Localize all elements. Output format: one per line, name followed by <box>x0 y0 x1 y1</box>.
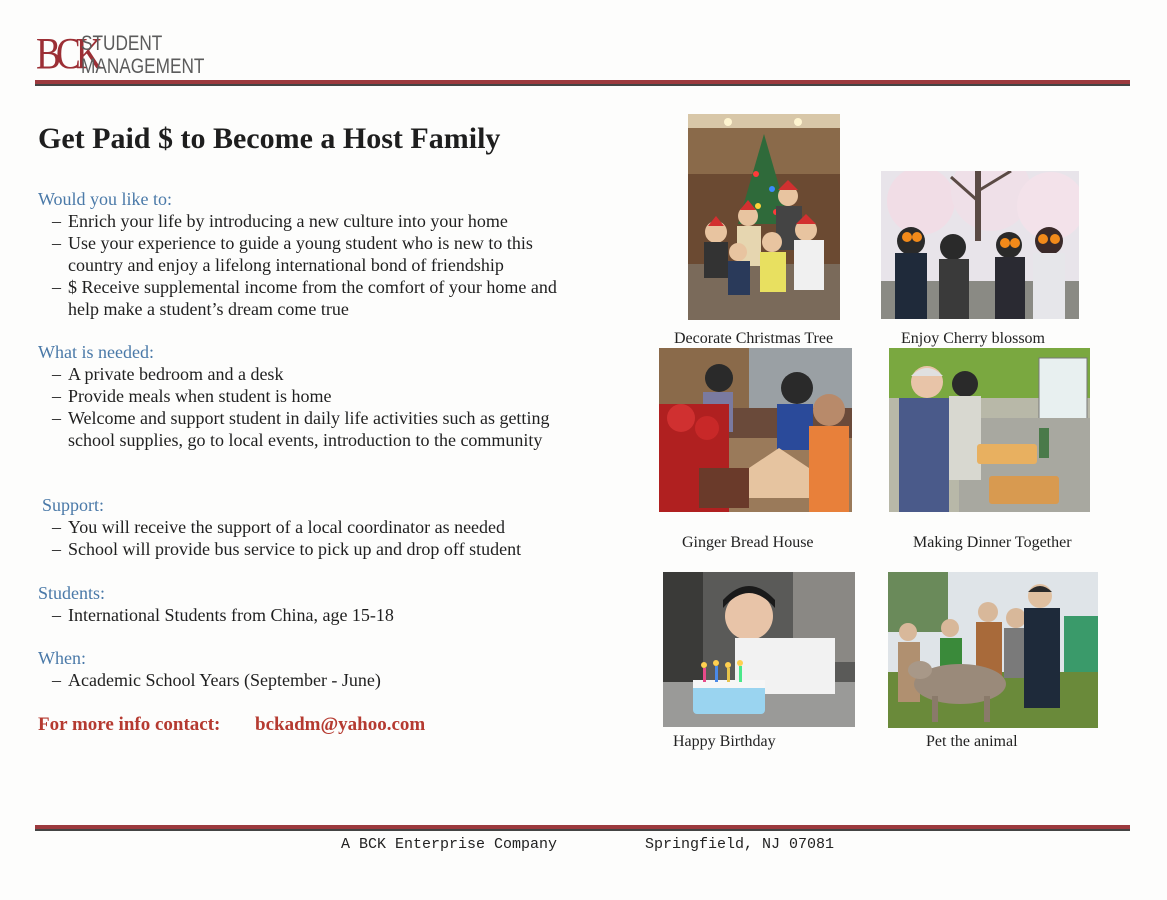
section-title: When: <box>38 648 86 668</box>
company-logo <box>36 30 236 80</box>
section-title: Support: <box>42 495 105 515</box>
section-title: Students: <box>38 583 106 603</box>
petting-zoo-photo <box>888 572 1098 728</box>
gingerbread-photo <box>659 348 852 512</box>
logo-line-2: MANAGEMENT <box>81 55 205 78</box>
list-item: – $ Receive supplemental income from the comfort of your home and help make a student’s dream come true <box>52 277 557 319</box>
section-would-you-like <box>38 188 598 320</box>
birthday-cake-photo <box>663 572 855 727</box>
section-title: What is needed: <box>38 342 154 362</box>
logo-line-1: STUDENT <box>81 32 163 55</box>
section-title: Would you like to: <box>38 189 173 209</box>
footer-address: Springfield, NJ 07081 <box>645 836 835 853</box>
contact-email-link[interactable]: bckadm@yahoo.com <box>255 714 426 735</box>
list-item: – School will provide bus service to pick up and drop off student <box>52 539 522 559</box>
page-title: Get Paid $ to Become a Host Family <box>38 122 501 155</box>
photo-caption: Enjoy Cherry blossom <box>901 330 1045 347</box>
logo-mark: BCK <box>36 29 98 78</box>
contact-info <box>38 714 426 736</box>
photo-caption: Ginger Bread House <box>682 534 814 551</box>
photo-caption: Decorate Christmas Tree <box>674 330 834 347</box>
cherry-blossom-photo <box>881 171 1079 319</box>
photo-caption: Pet the animal <box>926 733 1018 750</box>
list-item: – Use your experience to guide a young student who is new to this country and enjoy a lifelong international bond of friendship <box>52 233 533 275</box>
christmas-tree-photo <box>688 114 840 320</box>
header-divider <box>35 80 1130 86</box>
section-when <box>38 647 598 691</box>
section-support <box>42 494 602 560</box>
list-item: – Welcome and support student in daily life activities such as getting school supplies, go to local events, introduction to the community <box>52 408 550 450</box>
list-item: – You will receive the support of a local coordinator as needed <box>52 517 506 537</box>
list-item: – Enrich your life by introducing a new culture into your home <box>52 211 508 231</box>
cooking-photo <box>889 348 1090 512</box>
logo-wordmark <box>81 32 204 78</box>
photo-caption: Making Dinner Together <box>913 534 1072 551</box>
photo-caption: Happy Birthday <box>673 733 776 750</box>
list-item: – A private bedroom and a desk <box>52 364 284 384</box>
contact-label: For more info contact: <box>38 714 221 735</box>
list-item: – Academic School Years (September - June) <box>52 670 381 690</box>
list-item: – International Students from China, age 15-18 <box>52 605 394 625</box>
footer-company: A BCK Enterprise Company <box>341 836 558 853</box>
section-what-is-needed <box>38 341 598 451</box>
section-students <box>38 582 598 626</box>
footer-divider <box>35 825 1130 831</box>
list-item: – Provide meals when student is home <box>52 386 332 406</box>
